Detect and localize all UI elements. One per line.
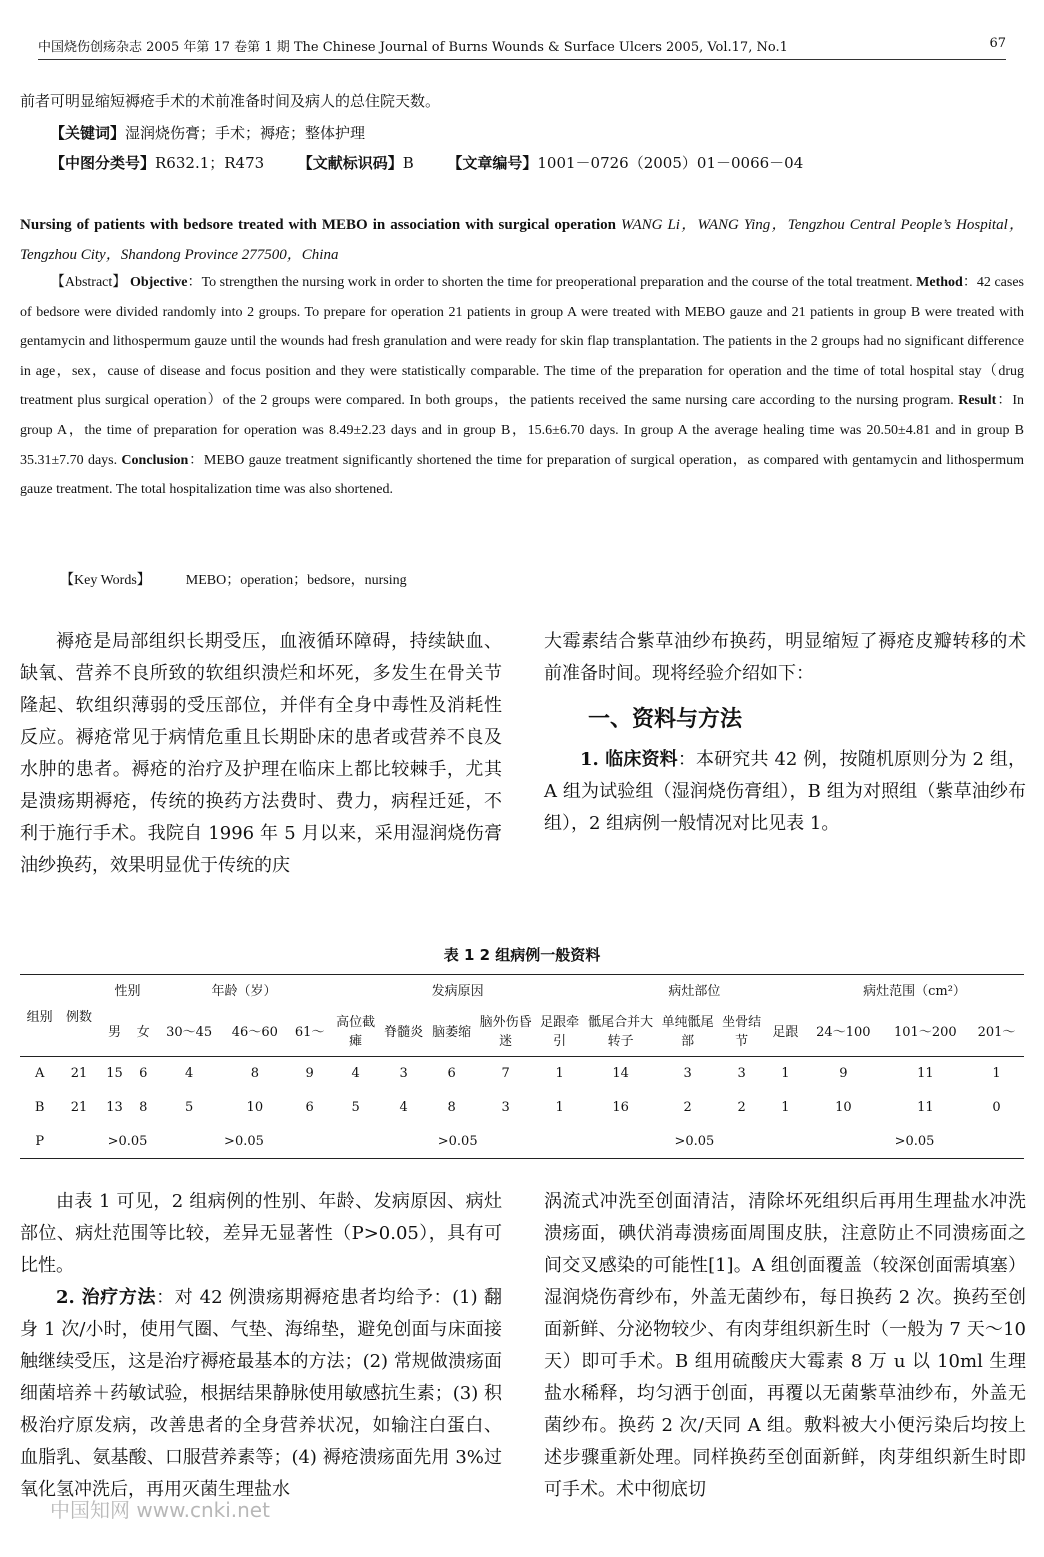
objective-label: Objective <box>129 275 188 290</box>
th-site: 病灶部位 <box>668 984 721 1000</box>
clc-label: 【中图分类号】 <box>50 154 156 172</box>
cell: 0 <box>992 1100 1001 1115</box>
cell: >0.05 <box>107 1133 148 1149</box>
english-title: Nursing of patients with bedsore treated with MEBO in association with surgical operation <box>20 217 617 233</box>
left-column-bottom <box>20 1186 502 1506</box>
th-sub: 101～200 <box>894 1024 957 1040</box>
intro-paragraph: 褥疮是局部组织长期受压，血液循环障碍，持续缺血、缺氧、营养不良所致的软组织溃烂和坏死，多发生在骨关节隆起、软组织薄弱的受压部位，并伴有全身中毒性及消耗性反应。褥疮常见于病情危重且长期卧床的患者或营养不良及水肿的患者。褥疮的治疗及护理在临床上都比较棘手，尤其是溃疡期褥疮，传统的换药方法费时、费力，病程迁延，不利于施行手术。我院自 1996 年 5 月以来，采用湿润烧伤膏油纱换药，效果明显优于传统的庆 <box>20 631 502 876</box>
cell: 6 <box>139 1066 148 1082</box>
article-number-value: 1001－0726（2005）01－0066－04 <box>537 154 804 172</box>
intro-continued: 大霉素结合紫草油纱布换药，明显缩短了褥疮皮瓣转移的术前准备时间。现将经验介绍如下： <box>544 631 1026 684</box>
cell: 7 <box>501 1066 510 1082</box>
th-sub: 24～100 <box>816 1024 871 1040</box>
treatment-paragraph <box>20 1282 502 1506</box>
method-label: Method <box>916 275 963 290</box>
cell: P <box>35 1133 45 1149</box>
objective-text: ：To strengthen the nursing work in order to shorten the time for preoperational preparation and the course of the total treatment. <box>187 275 913 290</box>
doc-code-value: B <box>402 154 414 172</box>
right-column-top <box>544 626 1026 840</box>
running-header <box>38 36 1006 60</box>
th-sub: 坐骨结节 <box>722 1015 762 1050</box>
cell: 21 <box>70 1100 88 1115</box>
cell: 3 <box>683 1066 692 1082</box>
table-row <box>20 1091 1024 1125</box>
th-sub: 脑萎缩 <box>432 1024 472 1040</box>
th-cases: 例数 <box>66 1010 93 1025</box>
english-keywords <box>60 566 1024 596</box>
cell: 8 <box>139 1100 148 1115</box>
th-sub: 61～ <box>294 1024 325 1040</box>
th-sub: 脑外伤昏迷 <box>479 1015 532 1050</box>
cell: 3 <box>399 1066 408 1082</box>
cell: 4 <box>351 1066 360 1082</box>
cell: 2 <box>737 1100 746 1115</box>
th-sub: 女 <box>136 1024 150 1040</box>
treatment-label: 2. 治疗方法 <box>56 1287 157 1308</box>
cell: A <box>34 1066 45 1082</box>
cell: 15 <box>106 1066 123 1082</box>
cell: 6 <box>305 1100 314 1115</box>
cell: 9 <box>305 1066 314 1082</box>
english-title-block <box>20 210 1024 270</box>
th-sub: 脊髓炎 <box>384 1024 424 1040</box>
cn-abstract-tail: 前者可明显缩短褥疮手术的术前准备时间及病人的总住院天数。 <box>20 92 441 110</box>
section-heading: 一、资料与方法 <box>588 707 743 732</box>
cell: 9 <box>839 1066 848 1082</box>
table-p-row <box>20 1125 1024 1159</box>
cell: >0.05 <box>894 1133 935 1149</box>
cell: 8 <box>250 1066 259 1082</box>
cell: 5 <box>184 1100 194 1115</box>
result-text: ：In group A，the time of preparation for operation was 8.49±2.23 days and in group B，15.6±6.70 days. In group A the average healing time was 20.50±4.81 and in group B 35.31±7.70 days. <box>20 393 1024 468</box>
treatment-text: ：对 42 例溃疡期褥疮患者均给予：(1) 翻身 1 次/小时，使用气圈、气垫、海绵垫，避免创面与床面接触继续受压，这是治疗褥疮最基本的方法；(2) 常规做溃疡面细菌培养＋药敏试验，根据结果静脉使用敏感抗生素；(3) 积极治疗原发病，改善患者的全身营养状况，如输注白蛋白、血脂乳、氨基酸、口服营养素等；(4) 褥疮溃疡面先用 3%过氧化氢冲洗后，再用灭菌生理盐水 <box>20 1287 502 1500</box>
method-text: ：42 cases of bedsore were divided randomly into 2 groups. To prepare for operation 21 patients in group A were treated with MEBO gauze and 21 patients in group B were treated with gentamycin and lithospermum gauze until the wounds had fresh granulation and were ready for skin flap transplantation. The patients in the 2 groups had no significant difference in age，sex，cause of disease and focus position and they were statistically comparable. The time of the preparation for operation and the time of total hospital stay（drug treatment plus surgical operation）of the 2 groups were compared. In both groups，the patients received the same nursing care according to the nursing program. <box>20 275 1025 409</box>
th-age: 年龄（岁） <box>211 984 277 1000</box>
cell: 2 <box>683 1100 692 1115</box>
cell: 1 <box>781 1100 790 1115</box>
cell: 8 <box>447 1100 456 1115</box>
result-label: Result <box>958 393 997 409</box>
en-keywords-label: 【Key Words】 <box>60 573 151 588</box>
clinical-text: ：本研究共 42 例，按随机原则分为 2 组，A 组为试验组（湿润烧伤膏组），B 组为对照组（紫草油纱布组），2 组病例一般情况对比见表 1。 <box>544 749 1026 834</box>
th-group: 组别 <box>26 1010 53 1025</box>
table-title: 表 1 2 组病例一般资料 <box>443 946 601 964</box>
table-1 <box>20 974 1024 1159</box>
cell: 11 <box>917 1066 934 1082</box>
cell: 16 <box>612 1100 629 1115</box>
cell: 1 <box>992 1066 1001 1082</box>
conclusion-label: Conclusion <box>121 452 189 468</box>
left-column-top <box>20 626 502 882</box>
th-sub: 足跟牵引 <box>540 1015 580 1050</box>
cell: 3 <box>737 1066 746 1082</box>
th-sub: 骶尾合并大转子 <box>588 1015 654 1050</box>
cell: 1 <box>555 1100 564 1115</box>
treatment-continued: 涡流式冲洗至创面清洁，清除坏死组织后再用生理盐水冲洗溃疡面，碘伏消毒溃疡面周围皮肤，注意防止不同溃疡面之间交叉感染的可能性[1]。A 组创面覆盖（较深创面需填塞）湿润烧伤膏纱布，外盖无菌纱布，每日换药 2 次。换药至创面新鲜、分泌物较少、有肉芽组织新生时（一般为 7 天～10 天）即可手术。B 组用硫酸庆大霉素 8 万 u 以 10ml 生理盐水稀释，均匀洒于创面，再覆以无菌紫草油纱布，外盖无菌纱布。换药 2 次/天同 A 组。敷料被大小便污染后均按上述步骤重新处理。同样换药至创面新鲜，肉芽组织新生时即可手术。术中彻底切 <box>544 1191 1026 1500</box>
th-sub: 46～60 <box>231 1024 278 1040</box>
th-sex: 性别 <box>114 984 141 1000</box>
abstract-label: 【Abstract】 <box>50 275 127 290</box>
cell: 6 <box>447 1066 456 1082</box>
th-area: 病灶范围（cm²） <box>863 984 966 1000</box>
th-cause: 发病原因 <box>431 984 484 1000</box>
cell: 4 <box>399 1100 408 1115</box>
cell: 14 <box>612 1066 629 1082</box>
th-sub: 男 <box>107 1024 121 1040</box>
cell: B <box>34 1100 45 1115</box>
classification-line <box>50 148 1024 178</box>
th-sub: 201～ <box>977 1024 1016 1040</box>
clinical-label: 1. 临床资料 <box>580 749 678 770</box>
keywords-label: 【关键词】 <box>50 124 126 142</box>
cnki-watermark: 中国知网 www.cnki.net <box>50 1498 270 1522</box>
cn-keywords <box>50 118 1024 148</box>
cell: 3 <box>501 1100 510 1115</box>
cell: 5 <box>351 1100 360 1115</box>
cell: 21 <box>70 1066 88 1082</box>
cell: 4 <box>184 1066 194 1082</box>
comparison-paragraph: 由表 1 可见，2 组病例的性别、年龄、发病原因、病灶部位、病灶范围等比较，差异无显著性（P>0.05），具有可比性。 <box>20 1191 502 1276</box>
header-journal: 中国烧伤创疡杂志 2005 年第 17 卷第 1 期 The Chinese Journal of Burns Wounds & Surface Ulcers 2005, Vol.17, No.1 <box>38 40 788 55</box>
doc-code-label: 【文献标识码】 <box>297 154 403 172</box>
keywords-text: 湿润烧伤膏；手术；褥疮；整体护理 <box>125 124 366 142</box>
cell: >0.05 <box>437 1133 478 1149</box>
th-sub: 30～45 <box>166 1024 213 1040</box>
cell: >0.05 <box>674 1133 715 1149</box>
en-keywords-text: MEBO；operation；bedsore，nursing <box>185 573 407 588</box>
clinical-paragraph <box>544 744 1026 840</box>
th-sub: 单纯骶尾部 <box>661 1015 714 1050</box>
english-authors: WANG Li，WANG Ying，Tengzhou Central People’s Hospital，Tengzhou City，Shandong Province 277500，China <box>20 217 1024 263</box>
cell: >0.05 <box>224 1133 264 1149</box>
cell: 11 <box>917 1100 934 1115</box>
cell: 1 <box>555 1066 564 1082</box>
cell: 13 <box>106 1100 123 1115</box>
right-column-bottom <box>544 1186 1026 1506</box>
page-number: 67 <box>989 36 1006 51</box>
th-sub: 足跟 <box>772 1024 799 1040</box>
table-row <box>20 1057 1024 1091</box>
conclusion-text: ：MEBO gauze treatment significantly shortened the time for preparation of surgical operation，as compared with gentamycin and lithospermum gauze treatment. The total hospitalization time was also shortened. <box>20 452 1024 498</box>
cell: 10 <box>246 1100 264 1115</box>
article-number-label: 【文章编号】 <box>447 154 538 172</box>
cell: 1 <box>781 1066 790 1082</box>
clc-value: R632.1；R473 <box>155 154 265 172</box>
th-sub: 高位截瘫 <box>336 1015 376 1050</box>
english-abstract <box>20 268 1024 505</box>
cell: 10 <box>835 1100 852 1115</box>
